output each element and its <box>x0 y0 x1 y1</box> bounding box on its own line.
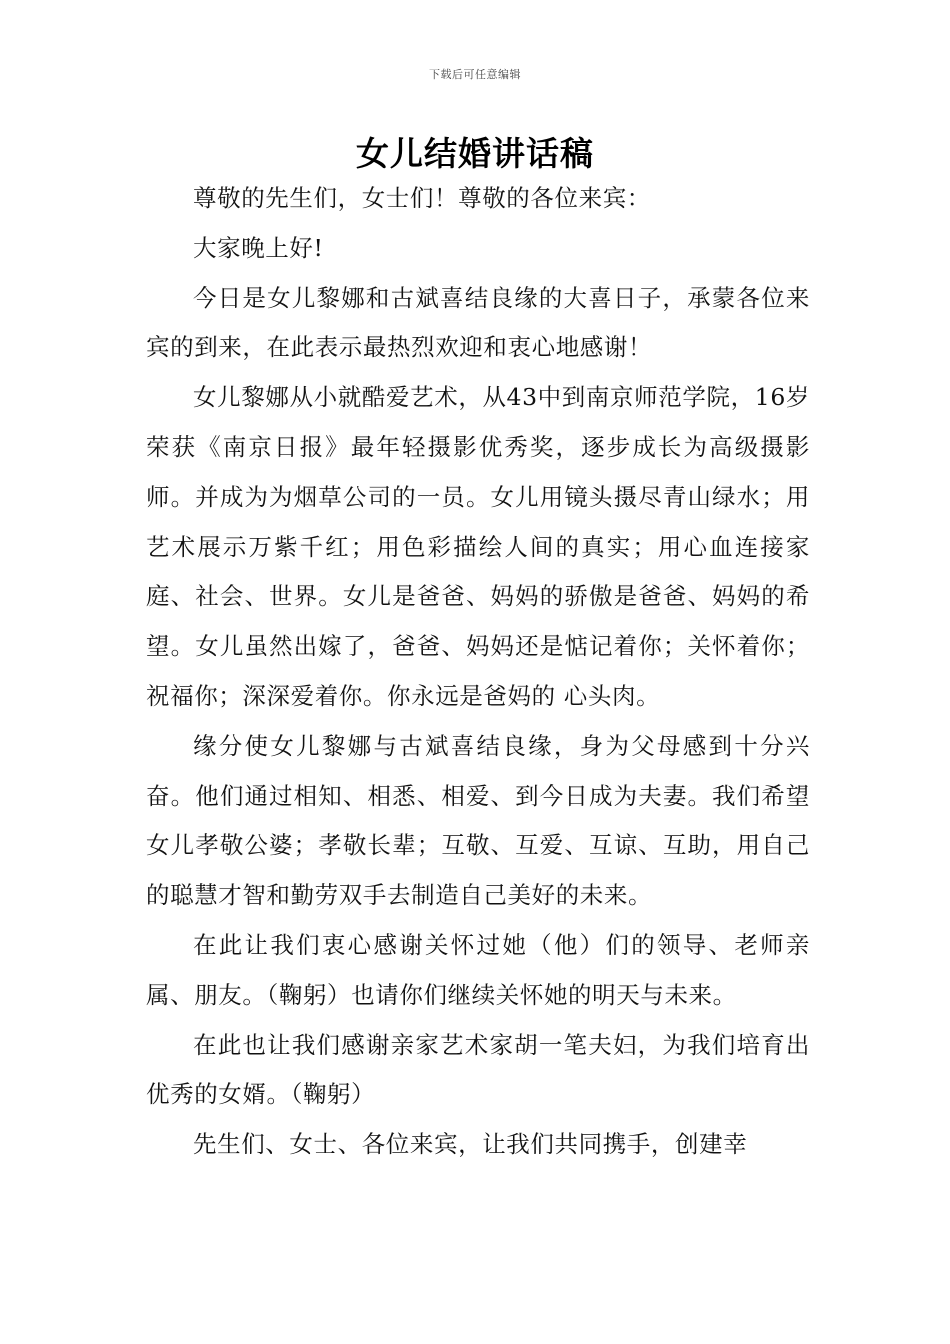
paragraph-thanks-leaders: 在此让我们衷心感谢关怀过她（他）们的领导、老师亲属、朋友。（鞠躬）也请你们继续关怀她的明天与未来。 <box>146 930 810 1009</box>
paragraph-greeting: 尊敬的先生们，女士们！尊敬的各位来宾： <box>193 184 651 212</box>
paragraph-thanks-in-laws: 在此也让我们感谢亲家艺术家胡一笔夫妇，为我们培育出优秀的女婿。（鞠躬） <box>146 1030 810 1109</box>
paragraph-daughter-background: 女儿黎娜从小就酷爱艺术，从43中到南京师范学院，16岁荣获《南京日报》最年轻摄影优秀奖，逐步成长为高级摄影师。并成为为烟草公司的一员。女儿用镜头摄尽青山绿水；用艺术展示万紫千红；用色彩描绘人间的真实；用心血连接家庭、社会、世界。女儿是爸爸、妈妈的骄傲是爸爸、妈妈的希望。女儿虽然出嫁了，爸爸、妈妈还是惦记着你；关怀着你；祝福你；深深爱着你。你永远是爸妈的 心头肉。 <box>146 383 810 710</box>
header-note: 下载后可任意编辑 <box>429 68 521 81</box>
paragraph-closing: 先生们、女士、各位来宾，让我们共同携手，创建幸 <box>193 1130 748 1159</box>
paragraph-welcome: 今日是女儿黎娜和古斌喜结良缘的大喜日子，承蒙各位来宾的到来，在此表示最热烈欢迎和衷心地感谢！ <box>146 283 810 362</box>
document-body <box>146 174 810 1170</box>
paragraph-marriage-wishes: 缘分使女儿黎娜与古斌喜结良缘，身为父母感到十分兴奋。他们通过相知、相悉、相爱、到今日成为夫妻。我们希望女儿孝敬公婆；孝敬长辈；互敬、互爱、互谅、互助，用自己的聪慧才智和勤劳双手去制造自己美好的未来。 <box>146 731 810 910</box>
paragraph-good-evening: 大家晚上好! <box>193 233 324 262</box>
document-title: 女儿结婚讲话稿 <box>356 134 594 173</box>
